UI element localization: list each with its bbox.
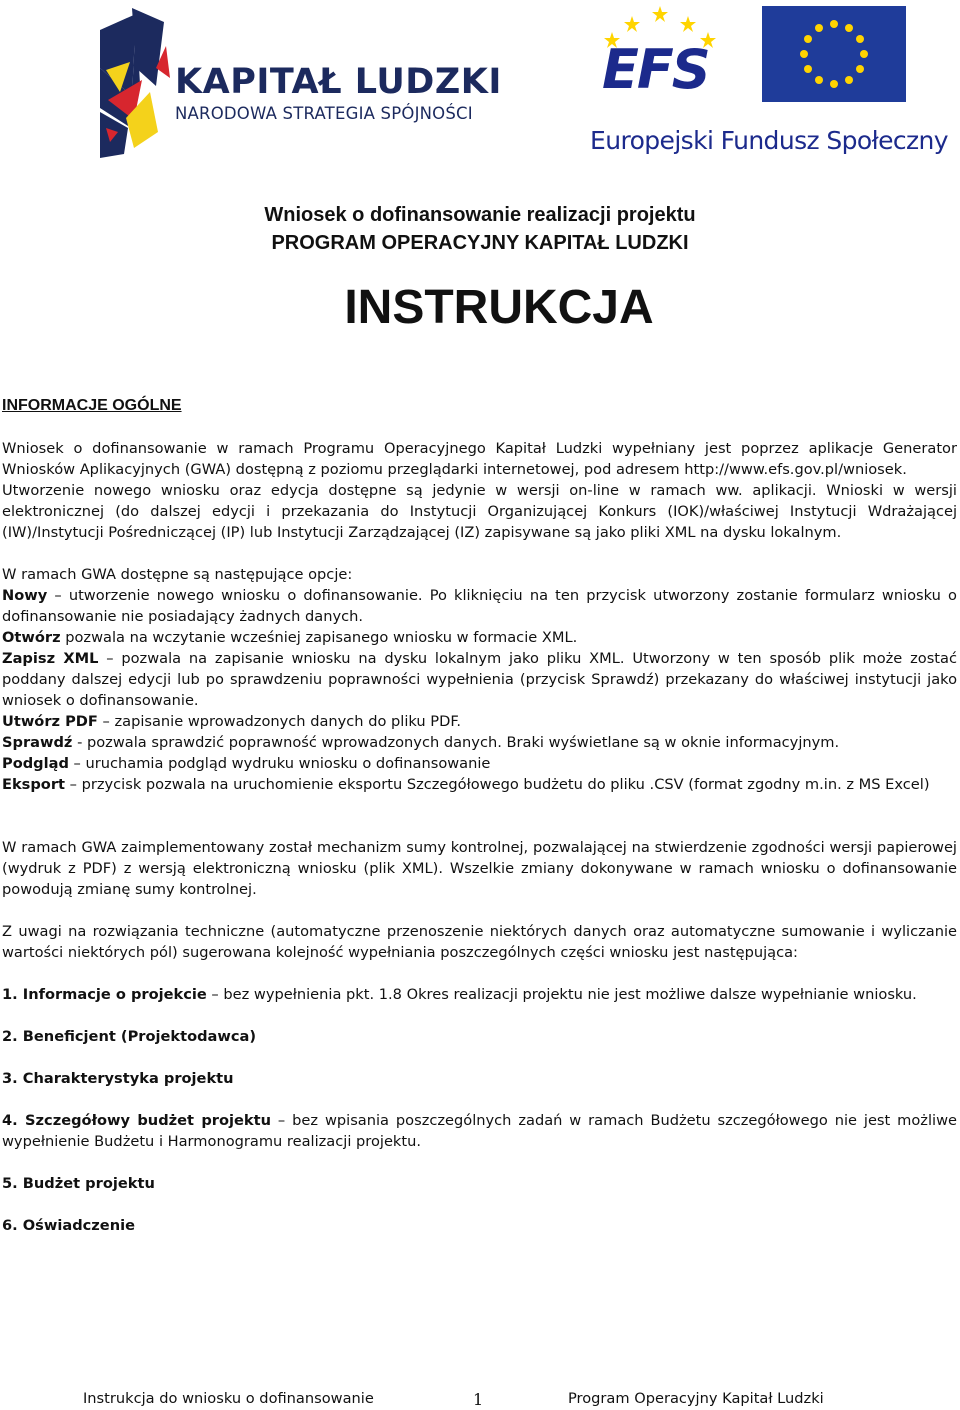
kapital-ludzki-subtitle: NARODOWA STRATEGIA SPÓJNOŚCI bbox=[175, 104, 473, 123]
order-paragraph: Z uwagi na rozwiązania techniczne (automatyczne przenoszenie niektórych danych oraz automatyczne sumowanie i wyliczanie wartości niektórych pól) sugerowana kolejność wypełniania poszczególnych części wniosku jest następująca: bbox=[2, 923, 957, 961]
option-item bbox=[2, 774, 957, 795]
step-label: 2. Beneficjent (Projektodawca) bbox=[2, 1028, 257, 1045]
option-item bbox=[2, 732, 957, 753]
section-heading: INFORMACJE OGÓLNE bbox=[2, 397, 182, 414]
efs-logo-text: EFS bbox=[602, 38, 709, 101]
option-desc: – utworzenie nowego wniosku o dofinansowanie. Po kliknięciu na ten przycisk utworzony zostanie formularz wniosku o dofinansowanie nie posiadający żadnych danych. bbox=[2, 587, 957, 625]
option-desc: pozwala na wczytanie wcześniej zapisanego wniosku w formacie XML. bbox=[60, 629, 578, 646]
efs-logo bbox=[590, 4, 948, 164]
option-desc: – pozwala na zapisanie wniosku na dysku lokalnym jako pliku XML. Utworzony w ten sposób plik może zostać poddany dalszej edycji lub po sprawdzeniu poprawności wypełnienia (przycisk Sprawdź) przekazany do właściwej instytucji jako wniosek o dofinansowanie. bbox=[2, 650, 957, 709]
kapital-ludzki-title: KAPITAŁ LUDZKI bbox=[175, 62, 502, 102]
step-desc: – bez wpisania poszczególnych zadań w ramach Budżetu szczegółowego nie jest możliwe wypełnienie Budżetu i Harmonogramu realizacji projektu. bbox=[2, 1112, 957, 1150]
step-item bbox=[2, 1026, 957, 1047]
online-paragraph: Utworzenie nowego wniosku oraz edycja dostępne są jedynie w wersji on-line w ramach ww. aplikacji. Wnioski w wersji elektronicznej (do dalszej edycji i przekazania do Instytucji Organizującej Konkurs (IOK)/właściwej Instytucji Wdrażającej (IW)/Instytucji Pośredniczącej (IP) lub Instytucji Zarządzającej (IZ) zapisywane są jako pliki XML na dysku lokalnym. bbox=[2, 482, 957, 541]
option-item bbox=[2, 627, 957, 648]
option-item bbox=[2, 711, 957, 732]
option-desc: – przycisk pozwala na uruchomienie eksportu Szczegółowego budżetu do pliku .CSV (format zgodny m.in. z MS Excel) bbox=[65, 776, 930, 793]
efs-full-name: Europejski Fundusz Społeczny bbox=[590, 126, 948, 155]
document-title-line2: PROGRAM OPERACYJNY KAPITAŁ LUDZKI bbox=[271, 232, 689, 254]
document-title-line1: Wniosek o dofinansowanie realizacji projektu bbox=[264, 204, 696, 226]
checksum-paragraph: W ramach GWA zaimplementowany został mechanizm sumy kontrolnej, pozwalającej na stwierdzenie zgodności wersji papierowej (wydruk z PDF) z wersją elektroniczną wniosku (plik XML). Wszelkie zmiany dokonywane w ramach wniosku o dofinansowanie powodują zmianę sumy kontrolnej. bbox=[2, 839, 957, 898]
page-footer bbox=[0, 1390, 960, 1410]
step-item bbox=[2, 984, 957, 1005]
option-term: Nowy bbox=[2, 587, 48, 604]
option-term: Utwórz PDF bbox=[2, 713, 98, 730]
step-label: 3. Charakterystyka projektu bbox=[2, 1070, 234, 1087]
option-item bbox=[2, 585, 957, 627]
step-label: 6. Oświadczenie bbox=[2, 1217, 135, 1234]
option-term: Otwórz bbox=[2, 629, 61, 646]
option-item bbox=[2, 753, 957, 774]
intro-paragraph: Wniosek o dofinansowanie w ramach Programu Operacyjnego Kapitał Ludzki wypełniany jest poprzez aplikacje Generator Wniosków Aplikacyjnych (GWA) dostępną z poziomu przeglądarki internetowej, pod adresem http://www.efs.gov.pl/wniosek. bbox=[2, 440, 957, 478]
step-label: 5. Budżet projektu bbox=[2, 1175, 155, 1192]
step-label: 4. Szczegółowy budżet projektu bbox=[2, 1112, 272, 1129]
footer-left-text: Instrukcja do wniosku o dofinansowanie bbox=[83, 1390, 374, 1407]
step-item bbox=[2, 1215, 957, 1236]
option-desc: – uruchamia podgląd wydruku wniosku o dofinansowanie bbox=[68, 755, 491, 772]
options-intro: W ramach GWA dostępne są następujące opcje: bbox=[2, 566, 353, 583]
option-term: Podgląd bbox=[2, 755, 69, 772]
option-item bbox=[2, 648, 957, 711]
document-main-title: INSTRUKCJA bbox=[344, 281, 654, 334]
document-body bbox=[2, 438, 957, 1236]
step-desc: – bez wypełnienia pkt. 1.8 Okres realizacji projektu nie jest możliwe dalsze wypełnianie wniosku. bbox=[206, 986, 917, 1003]
step-label: 1. Informacje o projekcie bbox=[2, 986, 207, 1003]
option-desc: – zapisanie wprowadzonych danych do pliku PDF. bbox=[97, 713, 462, 730]
eu-flag-icon bbox=[762, 6, 906, 102]
kapital-ludzki-logo bbox=[100, 8, 520, 158]
option-term: Eksport bbox=[2, 776, 66, 793]
step-item bbox=[2, 1110, 957, 1152]
footer-right-text: Program Operacyjny Kapitał Ludzki bbox=[568, 1390, 824, 1407]
option-term: Zapisz XML bbox=[2, 650, 99, 667]
option-desc: - pozwala sprawdzić poprawność wprowadzonych danych. Braki wyświetlane są w oknie informacyjnym. bbox=[72, 734, 840, 751]
option-term: Sprawdź bbox=[2, 734, 73, 751]
step-item bbox=[2, 1173, 957, 1194]
page-number: 1 bbox=[473, 1390, 484, 1409]
step-item bbox=[2, 1068, 957, 1089]
